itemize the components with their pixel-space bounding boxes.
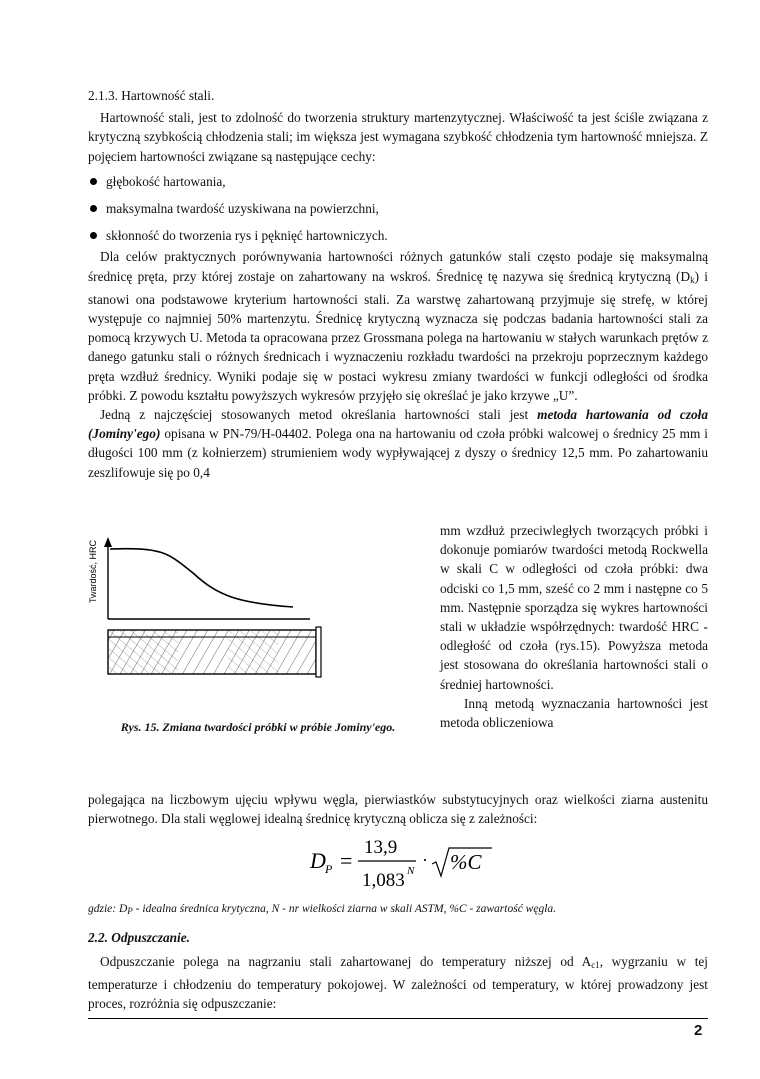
svg-text:·: · [422,850,428,870]
bullet-icon [90,232,97,239]
features-list [88,172,708,246]
jominy-diagram [88,531,428,711]
list-item: maksymalna twardość uzyskiwana na powierzchni, [88,199,708,218]
jominy-paragraph: Jedną z najczęściej stosowanych metod określania hartowności stali jest metoda hartowania od czoła (Jominy'ego) opisana w PN-79/H-04402. Polega ona na hartowaniu od czoła próbki walcowej o średnicy 25 mm i długości 100 mm (z kołnierzem) strumieniem wody wypływającej z dyszy o średnicy 12,5 mm. Po zahartowaniu zeszlifowuje się po 0,4 [88,407,708,480]
section-heading: 2.1.3. Hartowność stali. [88,88,215,103]
bullet-icon [90,178,97,185]
y-axis-arrow-icon [104,537,112,547]
page-content [88,86,709,1012]
svg-text:P: P [325,862,333,876]
svg-text:1,083: 1,083 [362,870,405,891]
svg-text:=: = [340,848,353,873]
side-paragraph: mm wzdłuż przeciwległych tworzących próbki i dokonuje pomiarów twardości metodą Rockwella w skali C w odległości od czoła próbki: dwa odciski co 1,5 mm, sześć co 2 mm i następne co 5 mm. Następnie sporządza się wykres hartowności stali w układzie współrzędnych: twardość HRC - odległość od czoła (rys.15). Powyższa metoda jest stosowana do określania hartowności stali o średniej hartowności. [440,523,708,692]
y-axis-label: Twardość, HRC [88,539,98,603]
tempering-paragraph: Odpuszczanie polega na nagrzaniu stali zahartowanej do temperatury niższej od $A_{c1}$, wygrzaniu w tej temperaturze i chłodzeniu do temperatury pokojowej. W zależności od temperatury, w której prowadzony jest proces, rozróżnia się odpuszczanie: [88,954,708,1012]
page-number: 2 [694,1022,703,1039]
section-heading-tempering: 2.2. Odpuszczanie. [88,930,190,945]
bullet-icon [90,205,97,212]
formula-legend: gdzie: $D_P$ - idealna średnica krytyczna, N - nr wielkości ziarna w skali ASTM, %C - zawartość węgla. [88,903,557,916]
critical-diameter-paragraph: Dla celów praktycznych porównywania hartowności różnych gatunków stali często podaje się maksymalną średnicę pręta, przy której zostaje on zahartowany na wskroś. Średnicę tę nazywa się średnicą krytyczną $(D_k)$ i stanowi ona podstawowe kryterium hartowności stali. Za warstwę zahartowaną przyjmuje się strefę, w której występuje co najmniej 50% martenzytu. Średnicę krytyczną wyznacza się podczas badania hartowności stali za pomocą krzywych U. Metoda ta opracowana przez Grossmana polega na hartowaniu w stałych warunkach prętów z danego gatunku stali o różnych średnicach i wyznaczeniu rozkładu twardości na przekroju poprzecznym każdego pręta wzdłuż średnicy. Wyniki podaje się w postaci wykresu zmiany twardości w funkcji odległości od środka próbki. Z powodu kształtu powyższych wykresów przyjęło się określać je jako krzywe „U”. [88,249,709,403]
hardness-curve [110,549,293,607]
svg-text:%C: %C [450,850,482,874]
footer-rule [88,1018,708,1019]
list-item: skłonność do tworzenia rys i pęknięć hartowniczych. [88,226,708,245]
critical-diameter-formula [308,828,548,898]
continuation-paragraph: polegająca na liczbowym ujęciu wpływu węgla, pierwiastków substytucyjnych oraz wielkości ziarna austenitu pierwotnego. Dla stali węglowej idealną średnicę krytyczną oblicza się z zależności: [88,792,708,827]
side-paragraph: Inną metodą wyznaczania hartowności jest metoda obliczeniowa [440,695,708,731]
sample-collar [316,627,321,677]
svg-text:N: N [407,865,415,877]
figure-caption: Rys. 15. Zmiana twardości próbki w próbie Jominy'ego. [120,720,396,734]
svg-text:D: D [310,848,326,873]
list-item: głębokość hartowania, [88,172,708,191]
jominy-figure [88,531,428,716]
formula-graphic [308,828,548,898]
intro-paragraph: Hartowność stali, jest to zdolność do tworzenia struktury martenzytycznej. Właściwość ta jest ściśle związana z krytyczną szybkością chłodzenia stali; im większa jest wymagana szybkość chłodzenia tym hartowność mniejsza. Z pojęciem hartowności związane są następujące cechy: [88,110,708,164]
side-text [440,521,708,732]
svg-text:13,9: 13,9 [364,837,398,858]
